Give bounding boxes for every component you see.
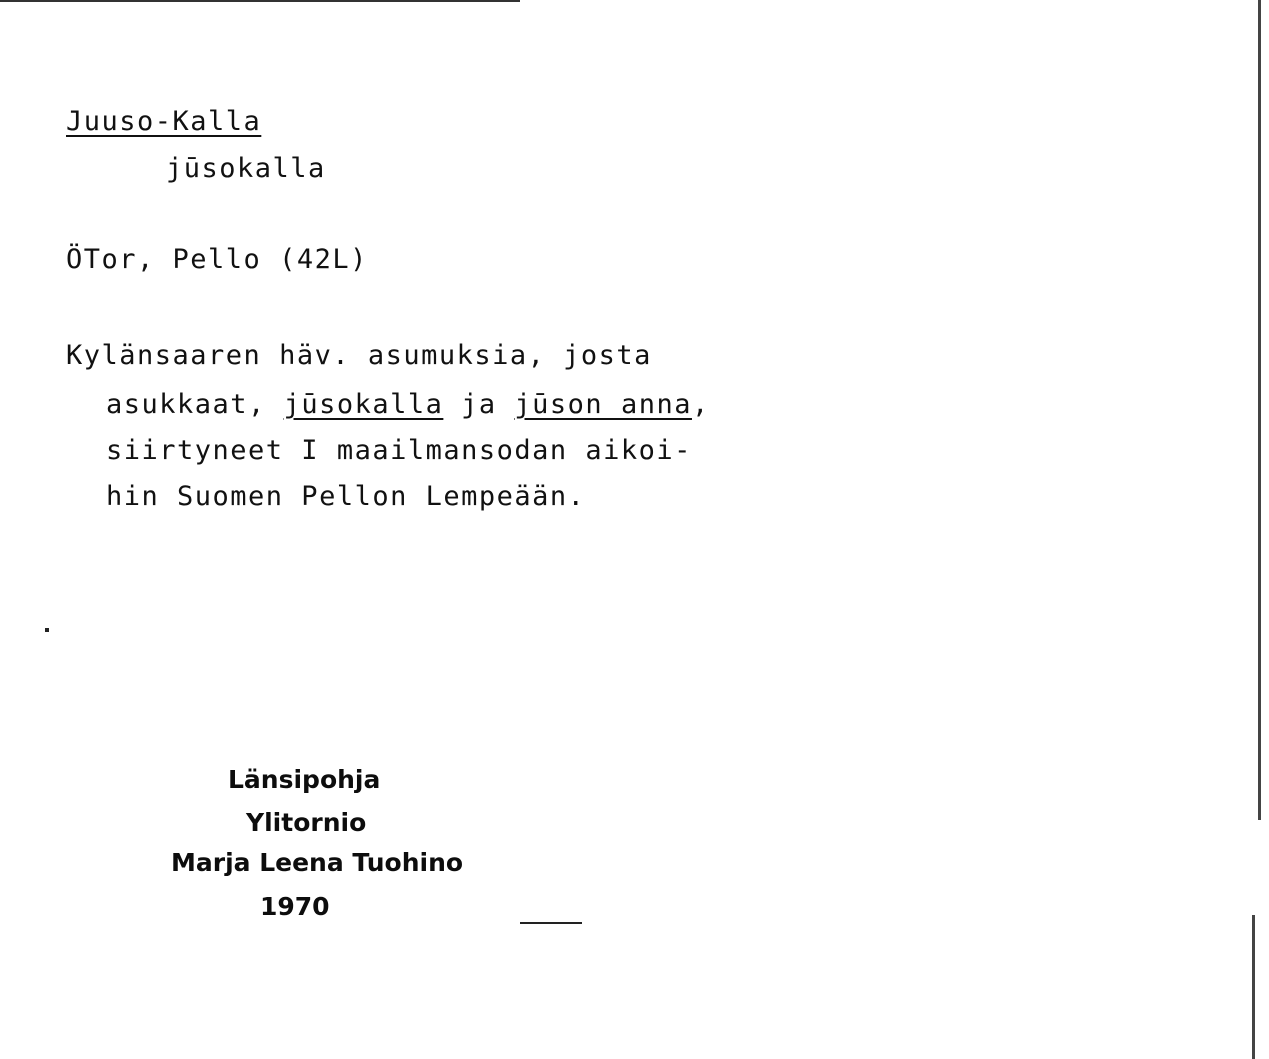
body-line-3: siirtyneet I maailmansodan aikoi- [106,435,692,466]
scan-top-border [0,0,520,2]
scan-speck [520,922,582,924]
stamp-year: 1970 [260,892,330,921]
body-line-4: hin Suomen Pellon Lempeään. [106,481,586,512]
dialect-form-2: jūson anna [514,389,692,420]
scan-right-edge [1258,0,1261,820]
stamp-collector: Marja Leena Tuohino [171,848,464,877]
body-line-2-pre: asukkaat, [106,389,284,420]
body-line-2-mid: ja [443,389,515,420]
dialect-form-1: jūsokalla [283,389,444,420]
scan-right-edge-lower [1252,915,1255,1059]
source-line: ÖTor, Pello (42L) [66,244,368,275]
stamp-parish: Ylitornio [246,808,367,837]
stamp-region: Länsipohja [228,765,381,794]
pronunciation: jūsokalla [166,153,326,184]
scan-speck [45,628,49,632]
body-line-2 [106,391,710,418]
headword: Juuso-Kalla [66,106,262,137]
body-line-1: Kylänsaaren häv. asumuksia, josta [66,340,652,371]
body-line-2-post: , [691,389,710,420]
